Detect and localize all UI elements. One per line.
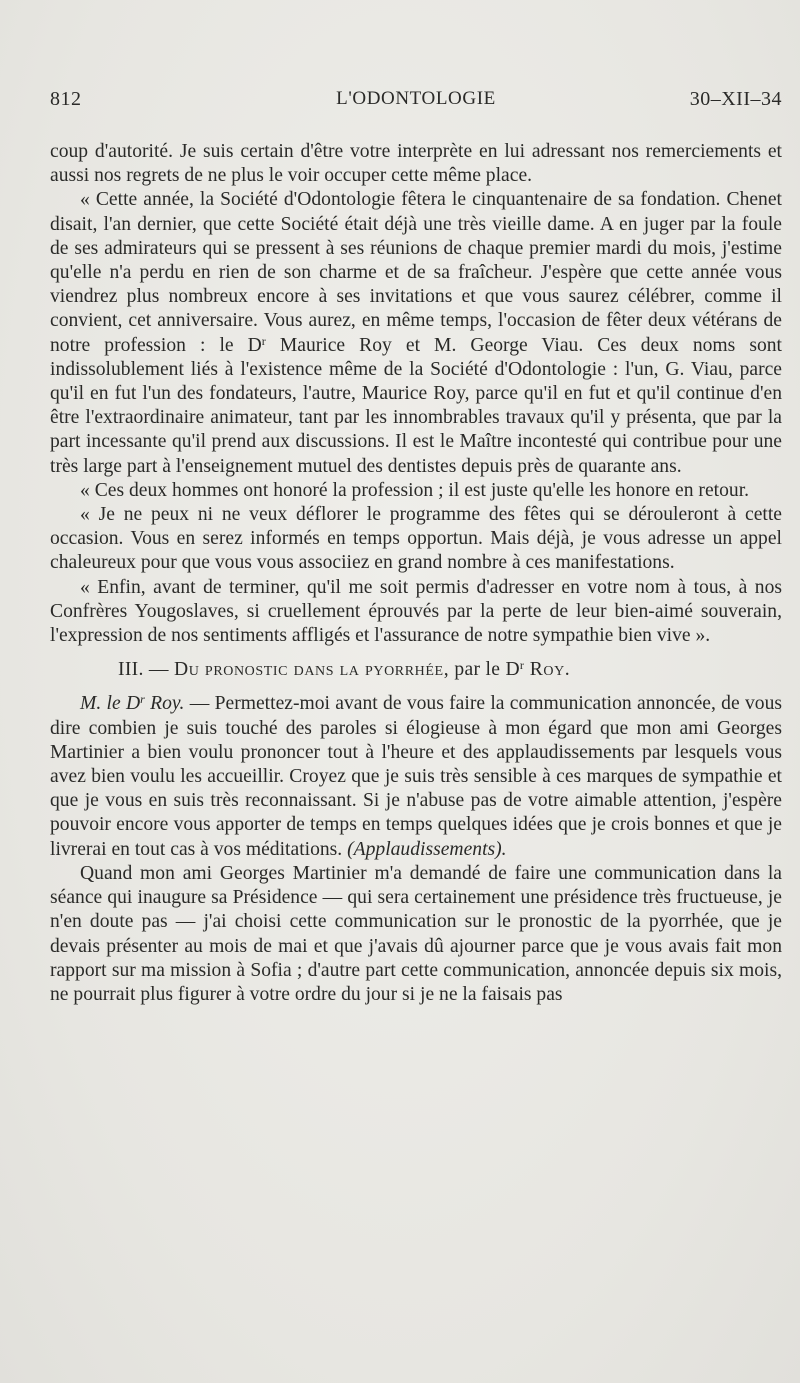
speaker-label bbox=[80, 693, 184, 714]
paragraph-text-cont: Maurice Roy et M. George Viau. Ces deux noms sont indissolublement liés à l'existence même de la Société d'Odontologie : l'un, G. Viau, parce qu'il en fut l'un des fondateurs, l'autre, Maurice Roy, parce qu'il en fut et qu'il continue d'en être l'extraordinaire animateur, tant par les innombrables travaux qu'il y présenta, que par la part incessante qu'il prend aux discussions. Il est le Maître incontesté qui contribue pour une très large part à l'enseignement mutuel des dentistes depuis près de quarante ans. bbox=[50, 334, 782, 477]
body-text bbox=[50, 140, 782, 1007]
superscript: r bbox=[261, 333, 266, 348]
speaker-dash: — bbox=[184, 693, 215, 715]
paragraph-continuation: coup d'autorité. Je suis certain d'être votre interprète en lui adressant nos remerciements et aussi nos regrets de ne plus le voir occuper cette même place. bbox=[50, 141, 782, 187]
paragraph-yougoslaves: « Enfin, avant de terminer, qu'il me soit permis d'adresser en votre nom à tous, à nos Confrères Yougoslaves, si cruellement éprouvés par la perte de leur bien-aimé souverain, l'expression de nos sentiments affligés et l'assurance de notre sympathie bien vive ». bbox=[50, 576, 782, 647]
speaker-name: Roy. bbox=[144, 693, 185, 715]
section-heading bbox=[50, 658, 782, 682]
paragraph-honore: « Ces deux hommes ont honoré la profession ; il est juste qu'elle les honore en retour. bbox=[80, 479, 750, 501]
paragraph-cinquantenaire bbox=[50, 188, 782, 478]
speaker-text: Permettez-moi avant de vous faire la communication annoncée, de vous dire combien je suis touché des paroles si élogieuse à mon égard que mon ami Georges Martinier a bien voulu prononcer tout à l'heure et des applaudissements par lesquels vous avez bien voulu les accueillir. Croyez que je suis très sensible à ces marques de sympathie et que je vous en suis très reconnaissant. Si je n'abuse pas de votre aimable attention, j'espère pouvoir encore vous apporter de temps en temps quelques idées que je crois bonnes et que je livrerai en tout cas à vos méditations. bbox=[50, 693, 782, 860]
journal-title: L'ODONTOLOGIE bbox=[336, 88, 496, 109]
section-sup: r bbox=[519, 658, 525, 673]
paragraph-speaker bbox=[50, 692, 782, 861]
page-number: 812 bbox=[50, 88, 82, 110]
section-by: par le D bbox=[449, 659, 520, 681]
paragraph-programme: « Je ne peux ni ne veux déflorer le programme des fêtes qui se dérouleront à cette occasion. Vous en serez informés en temps opportun. Mais déjà, je vous adresse un appel chaleureux pour que vous vous associiez en grand nombre à ces manifestations. bbox=[50, 504, 782, 574]
section-title: Du pronostic dans la pyorrhée, bbox=[173, 659, 450, 681]
applause-note: (Applaudissements). bbox=[347, 838, 507, 860]
section-author: Roy. bbox=[524, 659, 571, 681]
paragraph-final: Quand mon ami Georges Martinier m'a demandé de faire une communication dans la séance qui inaugure sa Présidence — qui sera certainement une présidence très fructueuse, je n'en doute pas — j'ai choisi cette communication sur le pronostic de la pyorrhée, que je devais présenter au mois de mai et que j'avais dû ajourner parce que je vous avais fait mon rapport sur ma mission à Sofia ; d'autre part cette communication, annoncée depuis six mois, ne pourrait plus figurer à votre ordre du jour si je ne la faisais pas bbox=[50, 862, 782, 1005]
paragraph-text: « Cette année, la Société d'Odontologie fêtera le cinquantenaire de sa fondation. Chenet disait, l'an dernier, que cette Société était déjà une très vieille dame. A en juger par la foule de ses admirateurs qui se pressent à ses réunions de chaque premier mardi du mois, j'estime qu'elle n'a perdu en rien de son charme et de sa fraîcheur. J'espère que cette année vous viendrez plus nombreux encore à ses invitations et que vous saurez célébrer, comme il convient, cet anniversaire. Vous aurez, en même temps, l'occasion de fêter deux vétérans de notre profession : le D bbox=[50, 189, 782, 356]
speaker-sup: r bbox=[140, 692, 145, 707]
section-number: III. — bbox=[118, 659, 174, 681]
speaker-prefix: M. le D bbox=[80, 693, 141, 715]
issue-date: 30–XII–34 bbox=[689, 88, 782, 110]
running-header bbox=[50, 88, 782, 118]
